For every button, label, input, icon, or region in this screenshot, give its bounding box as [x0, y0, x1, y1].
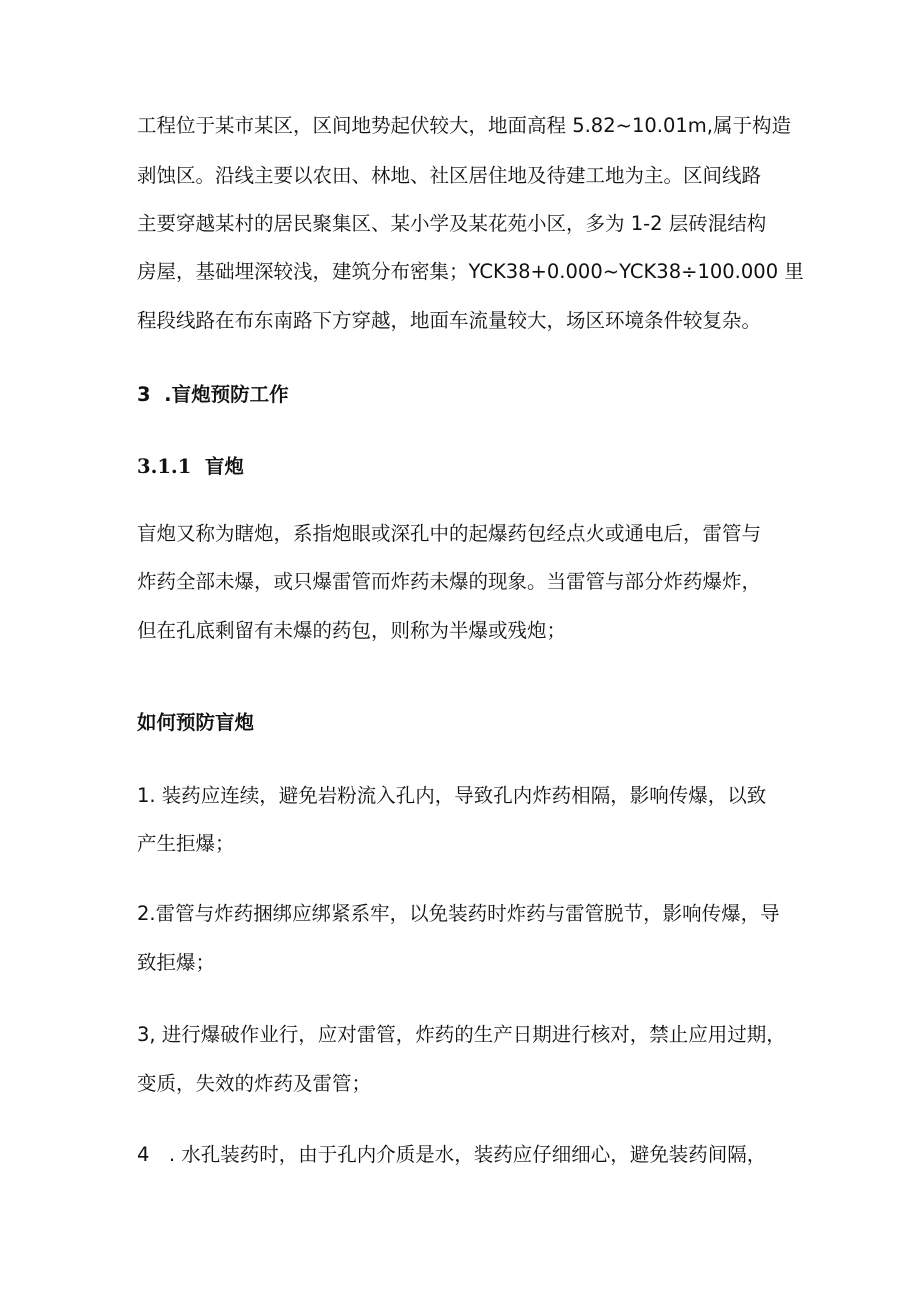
paragraph-line: 主要穿越某村的居民聚集区、某小学及某花苑小区，多为 1-2 层砖混结构: [137, 212, 767, 235]
prevention-heading: 如何预防盲炮: [137, 711, 255, 734]
subsection-number: 3.1.1: [137, 455, 192, 478]
list-item-line: 1. 装药应连续，避免岩粉流入孔内，导致孔内炸药相隔，影响传爆，以致: [137, 784, 767, 807]
list-item-line: 3, 进行爆破作业行，应对雷管，炸药的生产日期进行核对，禁止应用过期，: [137, 1023, 786, 1046]
paragraph-line: 但在孔底剩留有未爆的药包，则称为半爆或残炮；: [137, 619, 567, 642]
paragraph-line: 程段线路在布东南路下方穿越，地面车流量较大，场区环境条件较复杂。: [137, 309, 762, 332]
paragraph-line: 房屋，基础埋深较浅，建筑分布密集；YCK38+0.000~YCK38÷100.000 里: [137, 260, 804, 283]
paragraph-line: 盲炮又称为瞎炮，系指炮眼或深孔中的起爆药包经点火或通电后，雷管与: [137, 522, 762, 545]
section-heading: [137, 381, 289, 409]
list-item-line: 致拒爆；: [137, 951, 216, 974]
section-number: 3: [137, 383, 151, 406]
list-item-line: 产生拒爆；: [137, 832, 235, 855]
paragraph-line: 炸药全部未爆，或只爆雷管而炸药未爆的现象。当雷管与部分炸药爆炸，: [137, 570, 762, 593]
section-title: .盲炮预防工作: [164, 383, 289, 406]
subsection-title: 盲炮: [204, 455, 244, 478]
list-item-line: 4 . 水孔装药时，由于孔内介质是水，装药应仔细细心，避免装药间隔，: [137, 1143, 767, 1166]
list-item-line: 变质，失效的炸药及雷管；: [137, 1072, 372, 1095]
list-item-line: 2.雷管与炸药捆绑应绑紧系牢，以免装药时炸药与雷管脱节，影响传爆，导: [137, 902, 780, 925]
subsection-heading: [137, 453, 244, 481]
paragraph-line: 剥蚀区。沿线主要以农田、林地、社区居住地及待建工地为主。区间线路: [137, 164, 762, 187]
paragraph-line: 工程位于某市某区，区间地势起伏较大，地面高程 5.82~10.01m,属于构造: [137, 114, 791, 137]
